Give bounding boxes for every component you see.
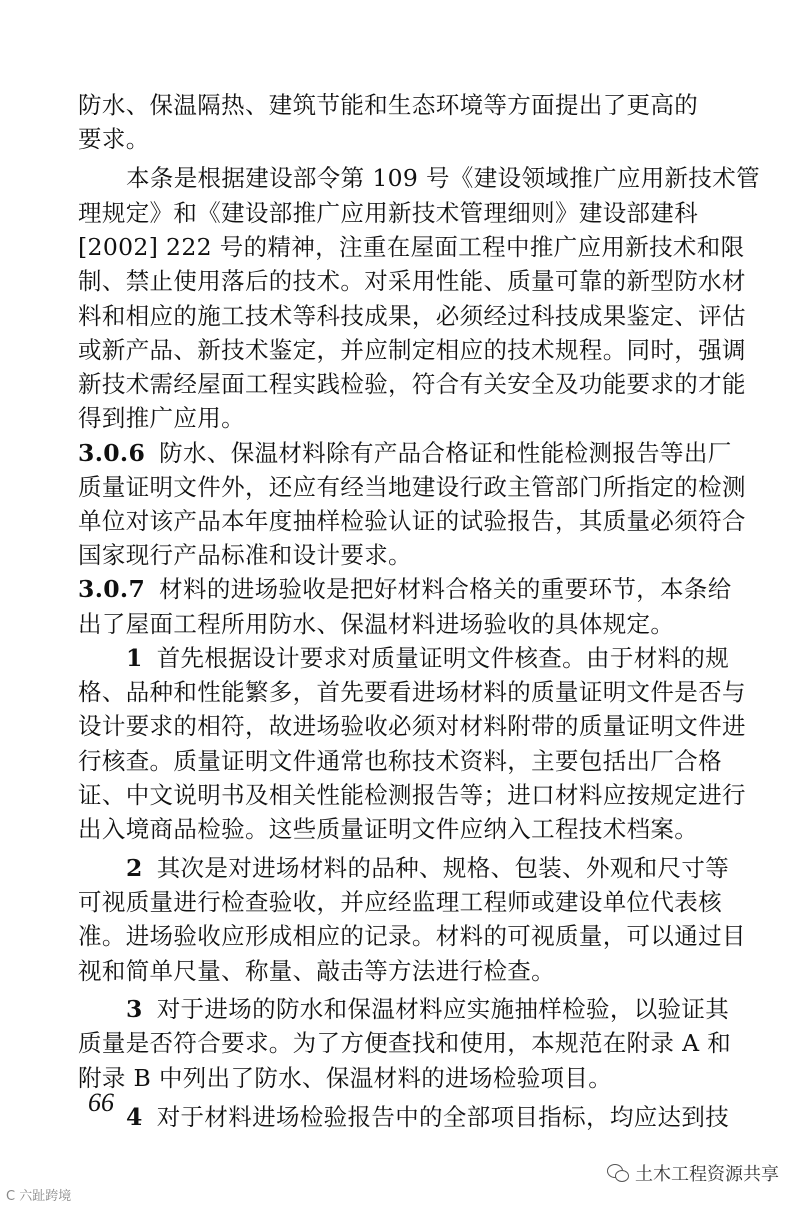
line-text: 对于进场的防水和保温材料应实施抽样检验，以验证其 xyxy=(156,995,730,1023)
line-text: 或新产品、新技术鉴定，并应制定相应的技术规程。同时，强调 xyxy=(78,336,746,364)
line-text: 国家现行产品标准和设计要求。 xyxy=(78,541,412,569)
line-text: 制、禁止使用落后的技术。对采用性能、质量可靠的新型防水材 xyxy=(78,267,746,295)
text-line xyxy=(78,711,746,741)
watermark-corner: C 六趾跨境 xyxy=(6,1189,72,1204)
clause-number: 3 xyxy=(126,995,143,1023)
text-line xyxy=(126,1102,729,1132)
clause-number: 1 xyxy=(126,644,143,672)
line-text: 本条是根据建设部令第 109 号《建设领域推广应用新技术管 xyxy=(126,164,760,192)
text-line xyxy=(78,90,698,120)
text-line xyxy=(78,746,722,776)
text-line xyxy=(78,198,698,228)
line-text: 料和相应的施工技术等科技成果，必须经过科技成果鉴定、评估 xyxy=(78,302,746,330)
clause-number: 3.0.6 xyxy=(78,439,146,467)
text-line xyxy=(78,921,746,951)
line-text: 首先根据设计要求对质量证明文件核查。由于材料的规 xyxy=(156,644,730,672)
line-text: 视和简单尺量、称量、敲击等方法进行检查。 xyxy=(78,957,555,985)
text-line xyxy=(78,506,746,536)
line-text: 得到推广应用。 xyxy=(78,404,245,432)
text-line xyxy=(78,472,746,502)
line-text: 质量证明文件外，还应有经当地建设行政主管部门所指定的检测 xyxy=(78,473,746,501)
text-line xyxy=(78,956,555,986)
clause-number: 4 xyxy=(126,1103,143,1131)
text-line xyxy=(78,814,698,844)
text-line xyxy=(78,677,746,707)
text-line xyxy=(78,266,746,296)
line-text: 新技术需经屋面工程实践检验，符合有关安全及功能要求的才能 xyxy=(78,370,746,398)
text-line xyxy=(78,1063,612,1093)
line-text: 质量是否符合要求。为了方便查找和使用，本规范在附录 A 和 xyxy=(78,1029,732,1057)
text-line xyxy=(78,540,412,570)
line-text: 格、品种和性能繁多，首先要看进场材料的质量证明文件是否与 xyxy=(78,678,746,706)
text-line xyxy=(78,1028,731,1058)
line-text: 材料的进场验收是把好材料合格关的重要环节，本条给 xyxy=(159,575,732,603)
text-line xyxy=(78,887,722,917)
line-text: 证、中文说明书及相关性能检测报告等；进口材料应按规定进行 xyxy=(78,781,746,809)
text-line xyxy=(78,301,746,331)
text-line xyxy=(126,163,760,193)
text-line xyxy=(78,335,746,365)
line-text: 理规定》和《建设部推广应用新技术管理细则》建设部建科 xyxy=(78,199,699,227)
line-text: 要求。 xyxy=(78,125,150,153)
watermark-brand xyxy=(607,1160,779,1186)
text-line xyxy=(78,438,732,468)
text-line xyxy=(78,124,150,154)
wechat-icon xyxy=(607,1164,629,1182)
watermark-text: 土木工程资源共享 xyxy=(635,1164,779,1185)
line-text: 出入境商品检验。这些质量证明文件应纳入工程技术档案。 xyxy=(78,815,699,843)
text-line xyxy=(126,994,729,1024)
line-text: 设计要求的相符，故进场验收必须对材料附带的质量证明文件进 xyxy=(78,712,746,740)
text-line xyxy=(126,853,729,883)
line-text: 对于材料进场检验报告中的全部项目指标，均应达到技 xyxy=(156,1103,730,1131)
line-text: 出了屋面工程所用防水、保温材料进场验收的具体规定。 xyxy=(78,610,675,638)
page-number: 66 xyxy=(88,1088,114,1117)
text-line xyxy=(78,780,746,810)
clause-number: 2 xyxy=(126,854,143,882)
line-text: 防水、保温材料除有产品合格证和性能检测报告等出厂 xyxy=(159,439,732,467)
text-line xyxy=(78,369,746,399)
line-text: 可视质量进行检查验收，并应经监理工程师或建设单位代表核 xyxy=(78,888,722,916)
text-line xyxy=(78,232,745,262)
text-line xyxy=(78,609,674,639)
text-line xyxy=(78,403,245,433)
clause-number: 3.0.7 xyxy=(78,575,146,603)
line-text: 附录 B 中列出了防水、保温材料的进场检验项目。 xyxy=(78,1064,613,1092)
line-text: 行核查。质量证明文件通常也称技术资料，主要包括出厂合格 xyxy=(78,747,722,775)
text-line xyxy=(126,643,729,673)
line-text: 防水、保温隔热、建筑节能和生态环境等方面提出了更高的 xyxy=(78,91,699,119)
line-text: 单位对该产品本年度抽样检验认证的试验报告，其质量必须符合 xyxy=(78,507,746,535)
line-text: [2002] 222 号的精神，注重在屋面工程中推广应用新技术和限 xyxy=(78,233,745,261)
line-text: 其次是对进场材料的品种、规格、包装、外观和尺寸等 xyxy=(156,854,730,882)
line-text: 准。进场验收应形成相应的记录。材料的可视质量，可以通过目 xyxy=(78,922,746,950)
text-line xyxy=(78,574,732,604)
